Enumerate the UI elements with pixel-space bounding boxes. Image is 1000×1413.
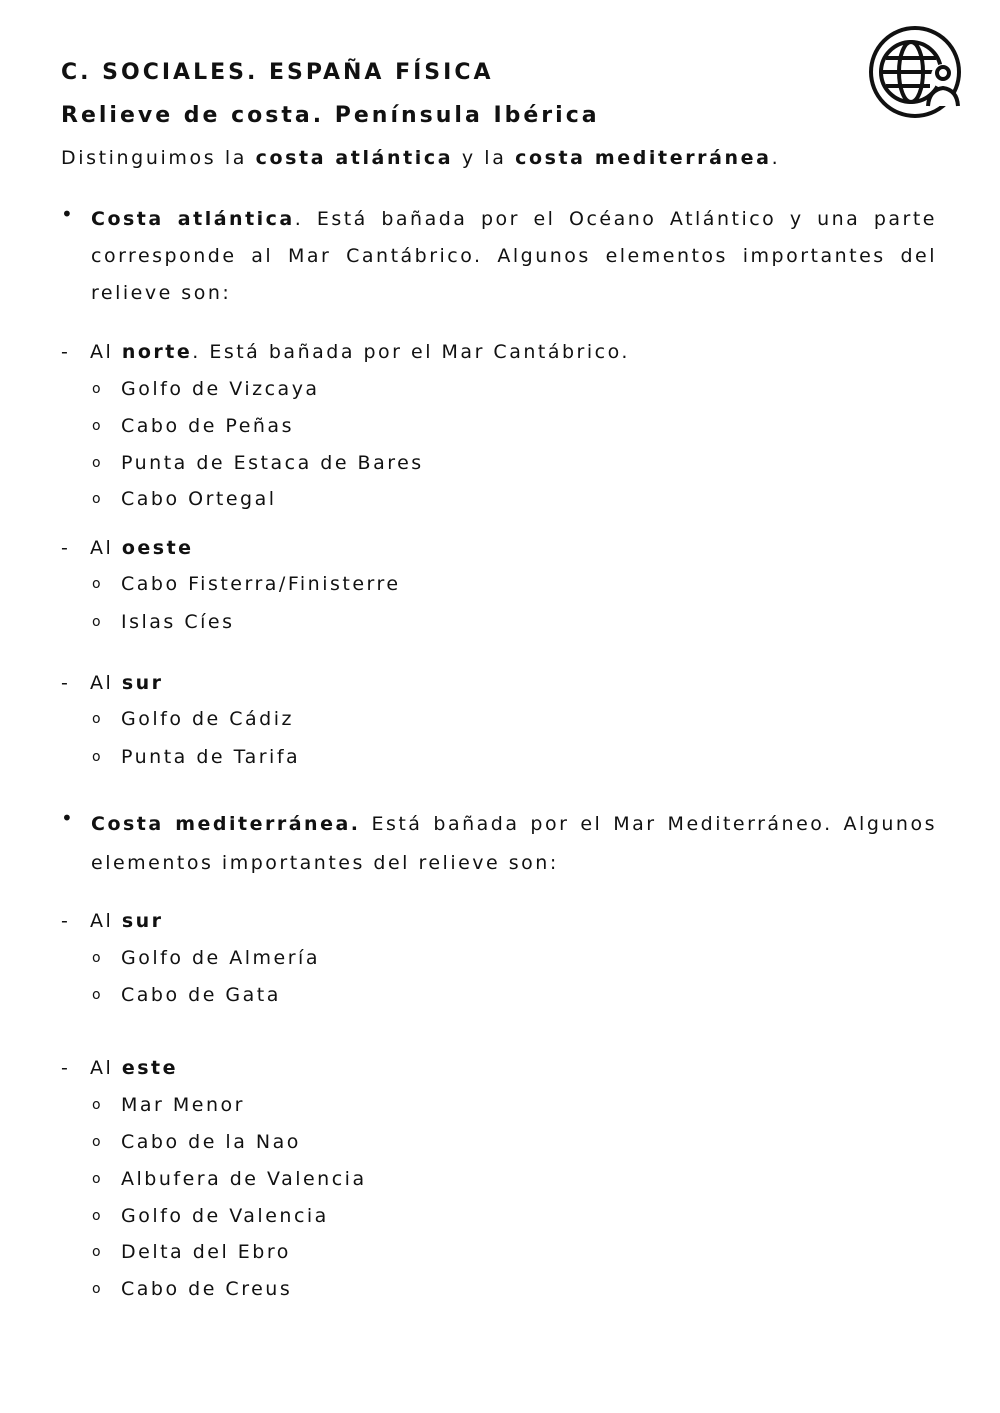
page-title: C. SOCIALES. ESPAÑA FÍSICA [61,60,494,85]
page-subtitle: Relieve de costa. Península Ibérica [61,103,600,128]
circle-bullet-icon: o [92,1207,101,1224]
mediterranean-text: Está bañada por el Mar Mediterráneo. Algunos elementos importantes del relieve son: [91,813,937,874]
atlantic-paragraph [91,201,937,312]
group-bold: sur [121,672,164,694]
list-item [92,708,294,730]
intro-pre: Distinguimos la [61,147,256,169]
dash-marker: - [61,537,68,559]
atlantic-bold: Costa atlántica [91,208,295,230]
group-prefix: Al [90,341,122,363]
list-item-text: Cabo de Gata [121,984,281,1006]
list-item-text: Islas Cíes [121,611,235,633]
list-item [92,488,277,510]
circle-bullet-icon: o [92,1243,101,1260]
mediterranean-bold: Costa mediterránea. [91,813,361,835]
circle-bullet-icon: o [92,1170,101,1187]
circle-bullet-icon: o [92,710,101,727]
group-heading-oeste [61,537,194,559]
group-prefix: Al [90,1057,122,1079]
group-suffix: . Está bañada por el Mar Cantábrico. [192,341,630,363]
circle-bullet-icon: o [92,613,101,630]
list-item-text: Cabo Fisterra/Finisterre [121,573,401,595]
list-item-text: Albufera de Valencia [121,1168,367,1190]
globe-user-icon [866,26,964,118]
circle-bullet-icon: o [92,1096,101,1113]
circle-bullet-icon: o [92,1280,101,1297]
list-item [92,573,401,595]
group-prefix: Al [90,537,122,559]
list-item [92,1168,367,1190]
group-bold: este [121,1057,178,1079]
group-bold: sur [121,910,164,932]
list-item [92,746,300,768]
dash-marker: - [61,341,68,363]
group-prefix: Al [90,910,122,932]
intro-post: . [771,147,781,169]
list-item-text: Cabo de Peñas [121,415,294,437]
list-item [92,1131,301,1153]
dash-marker: - [61,910,68,932]
intro-bold-atlantic: costa atlántica [255,147,454,169]
list-item-text: Cabo de la Nao [121,1131,301,1153]
circle-bullet-icon: o [92,748,101,765]
list-item-text: Punta de Estaca de Bares [121,452,424,474]
atlantic-text: . Está bañada por el Océano Atlántico y una parte corresponde al Mar Cantábrico. Algunos elementos importantes del relieve son: [91,208,937,304]
list-item [92,947,320,969]
mediterranean-paragraph [91,805,937,883]
bullet-dot-icon: • [61,202,73,226]
list-item [92,378,320,400]
intro-mid: y la [453,147,516,169]
list-item [92,1241,291,1263]
bullet-dot-icon: • [61,806,73,830]
list-item-text: Golfo de Cádiz [121,708,294,730]
list-item-text: Golfo de Almería [121,947,320,969]
list-item-text: Golfo de Valencia [121,1205,329,1227]
circle-bullet-icon: o [92,490,101,507]
circle-bullet-icon: o [92,986,101,1003]
circle-bullet-icon: o [92,380,101,397]
group-heading-este [61,1057,178,1079]
circle-bullet-icon: o [92,575,101,592]
list-item-text: Delta del Ebro [121,1241,291,1263]
list-item [92,1094,245,1116]
group-bold: norte [121,341,193,363]
intro-text [61,147,780,169]
list-item [92,1278,292,1300]
list-item [92,611,235,633]
list-item [92,452,424,474]
circle-bullet-icon: o [92,1133,101,1150]
list-item-text: Punta de Tarifa [121,746,301,768]
list-item-text: Cabo de Creus [121,1278,293,1300]
intro-bold-mediterranean: costa mediterránea [515,147,772,169]
circle-bullet-icon: o [92,454,101,471]
list-item-text: Golfo de Vizcaya [121,378,320,400]
group-heading-norte [61,341,630,363]
dash-marker: - [61,1057,68,1079]
group-heading-sur [61,672,164,694]
list-item [92,415,294,437]
group-bold: oeste [121,537,194,559]
dash-marker: - [61,672,68,694]
list-item [92,984,281,1006]
group-prefix: Al [90,672,122,694]
circle-bullet-icon: o [92,949,101,966]
circle-bullet-icon: o [92,417,101,434]
group-heading-sur [61,910,164,932]
list-item [92,1205,329,1227]
list-item-text: Mar Menor [121,1094,245,1116]
list-item-text: Cabo Ortegal [121,488,277,510]
